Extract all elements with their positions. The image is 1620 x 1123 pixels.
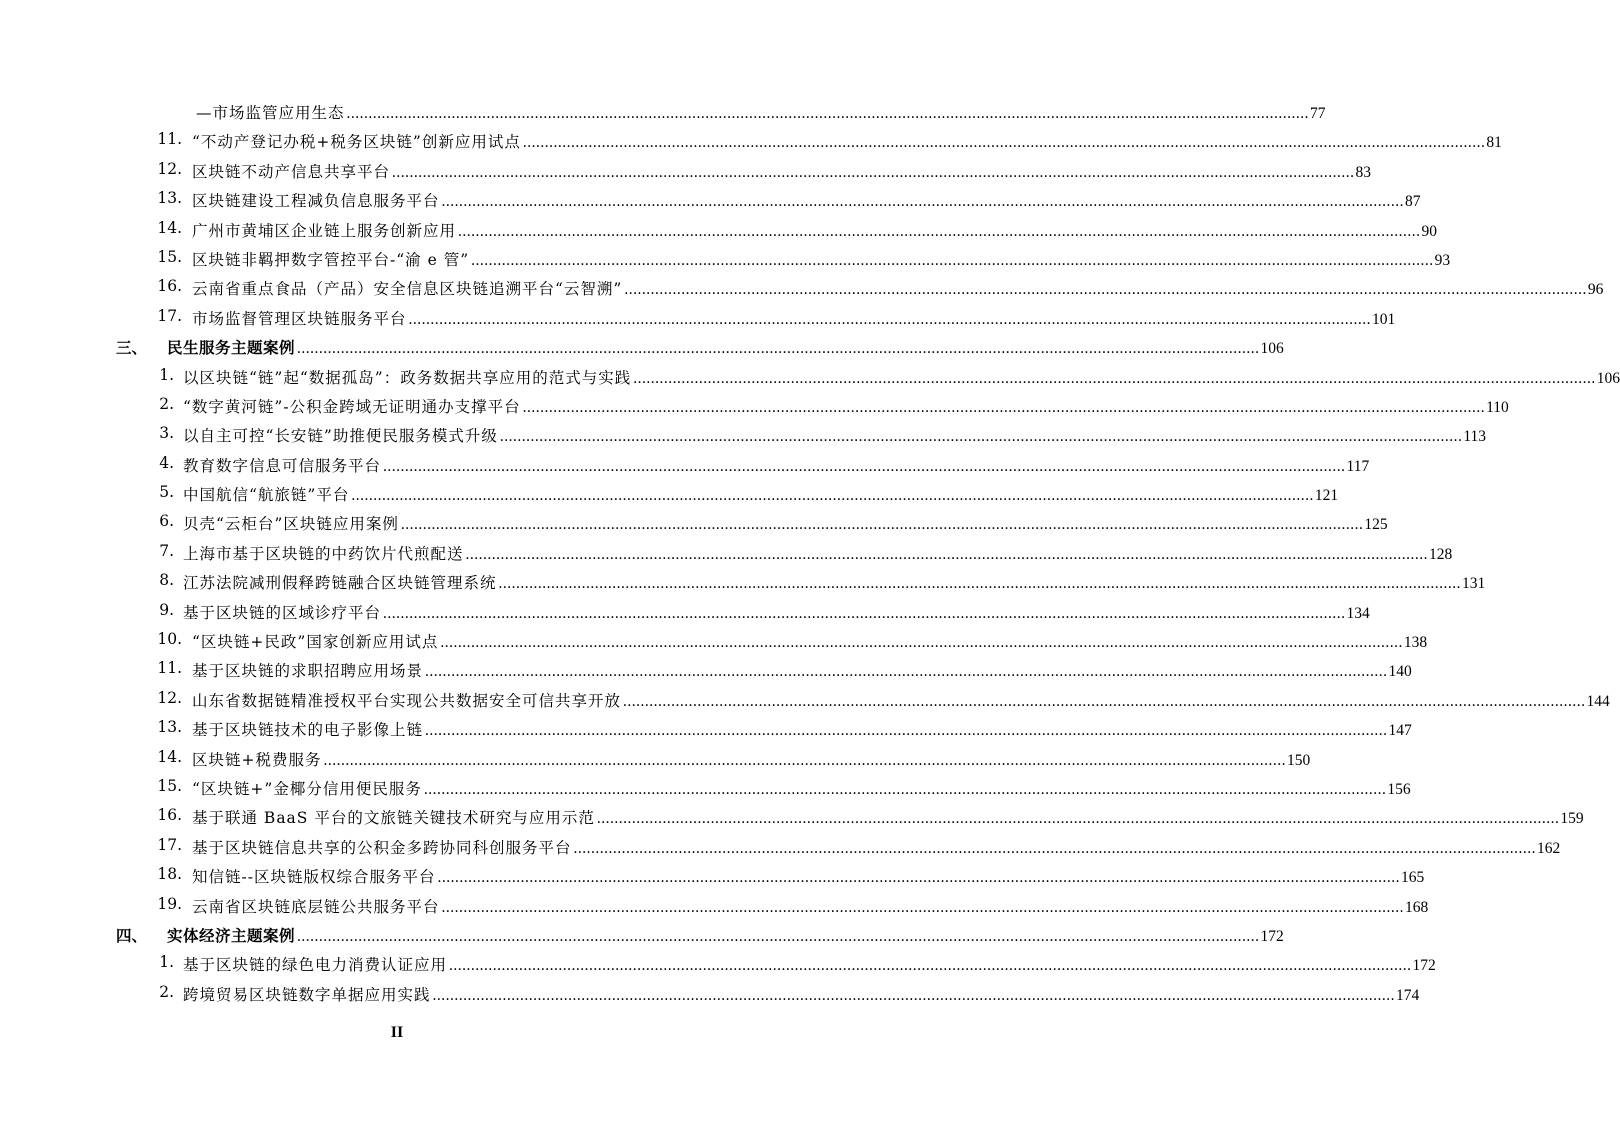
toc-entry-page: 159: [1560, 810, 1584, 828]
toc-entry-number: 1.: [159, 365, 174, 384]
toc-entry-page: 156: [1387, 780, 1411, 798]
toc-entry-title[interactable]: 实体经济主题案例: [167, 925, 296, 945]
toc-entry[interactable]: [0, 450, 1370, 479]
toc-entry-line: [167, 924, 1284, 946]
toc-entry[interactable]: [0, 185, 1421, 214]
toc-entry-title[interactable]: —市场监管应用生态: [196, 104, 345, 122]
toc-entry-number: 16.: [157, 806, 182, 825]
toc-entry-page: 90: [1421, 222, 1438, 240]
toc-entry-page: 144: [1586, 692, 1610, 710]
toc-entry-title[interactable]: “区块链+民政”国家创新应用试点: [192, 633, 439, 652]
toc-entry-number: 17.: [157, 306, 182, 325]
toc-entry-line: [192, 718, 1412, 740]
toc-entry-line: [196, 101, 1326, 123]
toc-entry-number: 18.: [157, 865, 182, 884]
toc-entry-title[interactable]: 基于区块链的区域诊疗平台: [183, 603, 382, 622]
toc-entry-page: 162: [1537, 839, 1561, 857]
toc-entry-number: 16.: [157, 277, 182, 296]
toc-entry-number: 11.: [157, 659, 182, 678]
toc-entry-page: 140: [1388, 663, 1412, 681]
toc-entry[interactable]: [0, 273, 1604, 302]
toc-entry-page: 113: [1463, 428, 1487, 446]
toc-entry-number: 15.: [157, 247, 182, 266]
toc-entry-page: 106: [1260, 340, 1284, 358]
toc-entry-number: 15.: [157, 776, 182, 795]
toc-entry-title[interactable]: 云南省区块链底层链公共服务平台: [192, 897, 440, 916]
toc-entry-page: 150: [1287, 751, 1311, 769]
dot-leader: ............................................................................................................................................................................................................................: [425, 663, 1388, 681]
toc-entry-number: 14.: [157, 747, 182, 766]
toc-entry[interactable]: [0, 597, 1370, 626]
toc-entry-line: [192, 806, 1584, 828]
dot-leader: ............................................................................................................................................................................................................................: [392, 163, 1355, 181]
toc-entry-title[interactable]: 区块链非羁押数字管控平台-“渝 e 管”: [192, 250, 470, 269]
dot-leader: ............................................................................................................................................................................................................................: [458, 222, 1421, 240]
toc-entry-line: [183, 601, 1370, 623]
toc-entry-line: [183, 395, 1509, 417]
toc-entry-page: 87: [1405, 193, 1421, 211]
toc-entry-number: 17.: [157, 835, 182, 854]
toc-entry-number: 13.: [157, 189, 182, 208]
toc-entry-title[interactable]: 上海市基于区块链的中药饮片代煎配送: [183, 544, 464, 563]
toc-entry-line: [183, 953, 1436, 975]
toc-entry-title[interactable]: 广州市黄埔区企业链上服务创新应用: [192, 221, 457, 240]
toc-entry-title[interactable]: 贝壳“云柜台”区块链应用案例: [183, 515, 399, 534]
toc-entry-title[interactable]: 江苏法院减刑假释跨链融合区块链管理系统: [183, 574, 497, 593]
toc-entry[interactable]: [0, 655, 1412, 684]
dot-leader: ............................................................................................................................................................................................................................: [383, 604, 1346, 622]
table-of-contents: [0, 97, 1620, 1008]
toc-entry-page: 77: [1310, 105, 1326, 122]
toc-entry-page: 174: [1396, 986, 1420, 1004]
toc-entry-title[interactable]: 以自主可控“长安链”助推便民服务模式升级: [183, 427, 498, 446]
toc-entry-title[interactable]: “数字黄河链”-公积金跨域无证明通办支撑平台: [183, 397, 521, 416]
toc-entry[interactable]: [0, 508, 1388, 537]
toc-entry-title[interactable]: 中国航信“航旅链”平台: [183, 486, 350, 505]
toc-entry[interactable]: [0, 567, 1486, 596]
toc-entry[interactable]: [0, 215, 1438, 244]
toc-entry-number: 2.: [159, 982, 174, 1001]
toc-entry[interactable]: [0, 891, 1429, 920]
toc-entry-page: 131: [1462, 575, 1486, 593]
toc-entry-number: 19.: [157, 894, 182, 913]
dot-leader: ............................................................................................................................................................................................................................: [623, 692, 1586, 710]
toc-entry-number: 1.: [159, 953, 174, 972]
dot-leader: ............................................................................................................................................................................................................................: [425, 722, 1388, 740]
toc-entry-line: [192, 219, 1438, 241]
toc-entry[interactable]: [0, 362, 1620, 391]
toc-entry[interactable]: [0, 303, 1396, 332]
toc-entry[interactable]: [0, 714, 1412, 743]
dot-leader: ............................................................................................................................................................................................................................: [297, 340, 1260, 358]
toc-entry-title[interactable]: 基于区块链技术的电子影像上链: [192, 721, 424, 740]
toc-entry-number: 10.: [157, 630, 182, 649]
toc-entry-number: 4.: [159, 453, 174, 472]
toc-entry[interactable]: [0, 479, 1339, 508]
toc-entry-line: [192, 865, 1425, 887]
toc-entry-page: 138: [1403, 634, 1428, 652]
toc-entry-number: 2.: [159, 394, 174, 413]
toc-entry-title[interactable]: 基于联通 BaaS 平台的文旅链关键技术研究与应用示范: [192, 809, 595, 828]
toc-entry-line: [192, 307, 1396, 329]
toc-entry[interactable]: [0, 420, 1487, 449]
dot-leader: ............................................................................................................................................................................................................................: [499, 428, 1463, 446]
dot-leader: ............................................................................................................................................................................................................................: [498, 575, 1462, 593]
dot-leader: ............................................................................................................................................................................................................................: [423, 780, 1387, 798]
dot-leader: ............................................................................................................................................................................................................................: [573, 839, 1537, 857]
toc-entry-page: 147: [1388, 722, 1412, 740]
toc-entry-line: [192, 836, 1561, 858]
toc-entry-page: 110: [1486, 398, 1509, 416]
toc-entry-line: [183, 454, 1370, 476]
dot-leader: ............................................................................................................................................................................................................................: [522, 134, 1486, 152]
toc-entry-number: 12.: [157, 159, 182, 178]
toc-entry-page: 172: [1260, 927, 1284, 945]
toc-entry-title[interactable]: 基于区块链信息共享的公积金多跨协同科创服务平台: [192, 838, 572, 857]
toc-entry-title[interactable]: 山东省数据链精准授权平台实现公共数据安全可信共享开放: [192, 691, 622, 710]
toc-entry-title[interactable]: 民生服务主题案例: [167, 338, 296, 358]
toc-entry-line: [192, 160, 1372, 182]
dot-leader: ............................................................................................................................................................................................................................: [624, 281, 1587, 299]
toc-entry-number: 5.: [159, 483, 174, 502]
toc-entry[interactable]: [0, 744, 1311, 773]
toc-entry-line: [183, 512, 1388, 534]
dot-leader: ............................................................................................................................................................................................................................: [441, 193, 1405, 211]
toc-entry-line: [183, 542, 1453, 564]
toc-entry[interactable]: [0, 97, 1326, 126]
dot-leader: ............................................................................................................................................................................................................................: [323, 751, 1286, 769]
toc-entry-title[interactable]: 基于区块链的绿色电力消费认证应用: [183, 956, 448, 975]
toc-entry-page: 101: [1372, 310, 1396, 328]
toc-entry-page: 81: [1486, 134, 1502, 152]
toc-entry-line: [192, 277, 1604, 299]
toc-entry-title[interactable]: 跨境贸易区块链数字单据应用实践: [183, 985, 431, 1004]
toc-entry-line: [192, 189, 1421, 211]
dot-leader: ............................................................................................................................................................................................................................: [465, 545, 1429, 563]
dot-leader: ............................................................................................................................................................................................................................: [346, 105, 1310, 122]
toc-entry[interactable]: [0, 832, 1561, 861]
toc-entry-number: 3.: [159, 424, 174, 443]
toc-entry-number: 8.: [159, 571, 174, 590]
toc-entry-line: [192, 748, 1311, 770]
dot-leader: ............................................................................................................................................................................................................................: [297, 927, 1260, 945]
toc-entry-title[interactable]: 知信链--区块链版权综合服务平台: [192, 868, 436, 887]
dot-leader: ............................................................................................................................................................................................................................: [441, 898, 1405, 916]
toc-entry-title[interactable]: 区块链建设工程减负信息服务平台: [192, 192, 440, 211]
toc-entry-number: 12.: [157, 688, 182, 707]
toc-entry-page: 128: [1429, 545, 1453, 563]
toc-entry-line: [192, 777, 1411, 799]
toc-entry-page: 168: [1405, 898, 1429, 916]
toc-entry-page: 134: [1346, 604, 1370, 622]
toc-entry[interactable]: [0, 685, 1610, 714]
toc-entry-line: [183, 424, 1487, 446]
dot-leader: ............................................................................................................................................................................................................................: [408, 310, 1372, 328]
toc-entry-title[interactable]: 云南省重点食品（产品）安全信息区块链追溯平台“云智溯”: [192, 280, 623, 299]
toc-entry-title[interactable]: “不动产登记办税+税务区块链”创新应用试点: [192, 133, 521, 152]
toc-entry-number: 7.: [159, 541, 174, 560]
toc-entry[interactable]: [0, 156, 1372, 185]
dot-leader: ............................................................................................................................................................................................................................: [471, 251, 1434, 269]
toc-entry-number: 三、: [116, 338, 148, 358]
toc-entry[interactable]: [0, 391, 1509, 420]
toc-entry-line: [167, 336, 1284, 358]
toc-entry-line: [183, 366, 1620, 388]
toc-entry[interactable]: [0, 861, 1425, 890]
toc-entry-line: [183, 983, 1420, 1005]
toc-entry-line: [192, 248, 1451, 270]
toc-entry-number: 6.: [159, 512, 174, 531]
dot-leader: ............................................................................................................................................................................................................................: [351, 487, 1314, 505]
toc-section[interactable]: [0, 920, 1284, 949]
toc-entry-number: 13.: [157, 718, 182, 737]
toc-entry-title[interactable]: 区块链不动产信息共享平台: [192, 162, 391, 181]
dot-leader: ............................................................................................................................................................................................................................: [437, 869, 1400, 887]
dot-leader: ............................................................................................................................................................................................................................: [440, 634, 1403, 652]
dot-leader: ............................................................................................................................................................................................................................: [596, 810, 1560, 828]
toc-entry-number: 11.: [157, 130, 182, 149]
toc-entry-page: 83: [1355, 163, 1372, 181]
toc-entry[interactable]: [0, 773, 1411, 802]
toc-entry-title[interactable]: 基于区块链的求职招聘应用场景: [192, 662, 424, 681]
toc-entry-line: [192, 130, 1502, 152]
toc-entry[interactable]: [0, 979, 1420, 1008]
toc-entry[interactable]: [0, 949, 1436, 978]
toc-entry-page: 121: [1314, 487, 1339, 505]
toc-entry[interactable]: [0, 538, 1453, 567]
toc-entry-page: 96: [1587, 281, 1604, 299]
toc-entry-line: [192, 630, 1428, 652]
toc-entry-number: 14.: [157, 218, 182, 237]
toc-entry-page: 106: [1596, 369, 1620, 387]
toc-entry-line: [192, 895, 1429, 917]
toc-entry-number: 9.: [159, 600, 174, 619]
toc-entry-title[interactable]: 以区块链“链”起“数据孤岛”：政务数据共享应用的范式与实践: [183, 368, 632, 387]
toc-entry-page: 165: [1400, 869, 1425, 887]
toc-entry-title[interactable]: 市场监督管理区块链服务平台: [192, 309, 407, 328]
toc-entry-line: [183, 483, 1339, 505]
toc-entry-line: [192, 689, 1610, 711]
toc-entry-title[interactable]: “区块链+”金椰分信用便民服务: [192, 779, 422, 798]
toc-entry[interactable]: [0, 626, 1428, 655]
dot-leader: ............................................................................................................................................................................................................................: [432, 986, 1396, 1004]
dot-leader: ............................................................................................................................................................................................................................: [633, 369, 1596, 387]
dot-leader: ............................................................................................................................................................................................................................: [383, 457, 1346, 475]
toc-entry-page: 125: [1364, 516, 1388, 534]
toc-entry[interactable]: [0, 244, 1451, 273]
dot-leader: ............................................................................................................................................................................................................................: [400, 516, 1364, 534]
toc-entry-page: 172: [1412, 957, 1436, 975]
dot-leader: ............................................................................................................................................................................................................................: [449, 957, 1412, 975]
toc-section[interactable]: [0, 332, 1284, 361]
toc-entry-title[interactable]: 区块链+税费服务: [192, 750, 322, 769]
dot-leader: ............................................................................................................................................................................................................................: [522, 398, 1486, 416]
toc-entry[interactable]: [0, 126, 1502, 155]
toc-entry-line: [183, 571, 1486, 593]
page-number: II: [390, 1024, 404, 1041]
toc-entry-number: 四、: [116, 925, 148, 945]
toc-entry-page: 117: [1346, 457, 1370, 475]
toc-entry[interactable]: [0, 802, 1584, 831]
toc-entry-line: [192, 659, 1412, 681]
toc-entry-title[interactable]: 教育数字信息可信服务平台: [183, 456, 382, 475]
toc-entry-page: 93: [1434, 251, 1451, 269]
